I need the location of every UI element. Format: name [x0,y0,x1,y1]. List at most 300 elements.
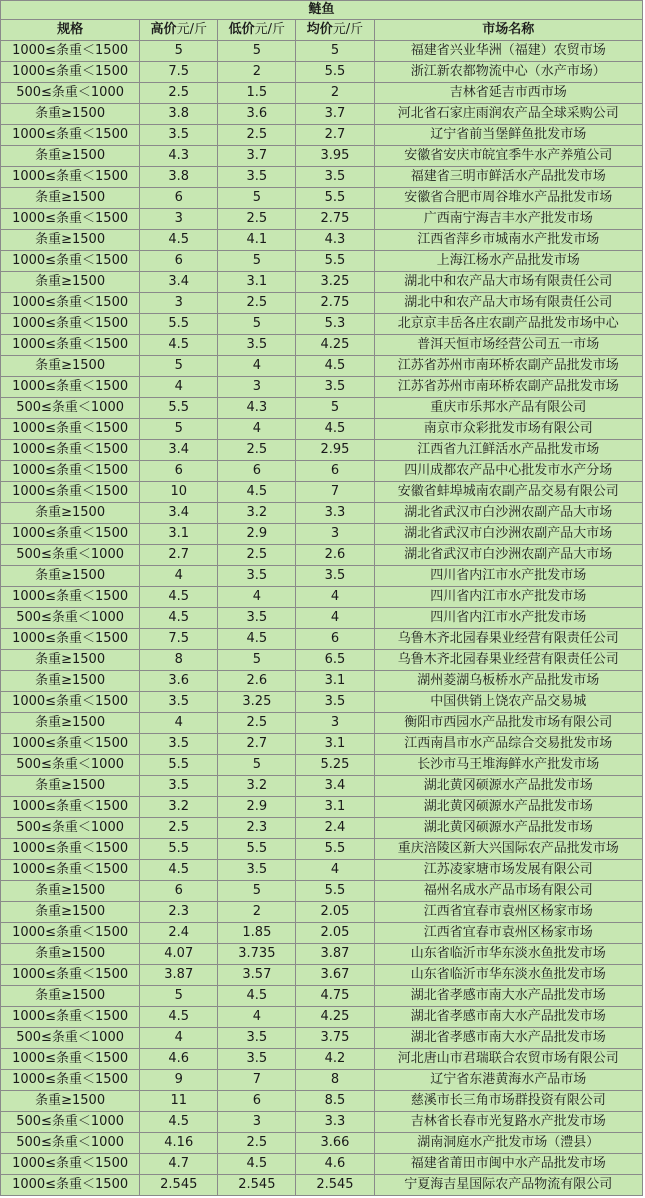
cell-spec: 500≤条重＜1000 [1,83,140,104]
cell-market-name: 江苏省苏州市南环桥农副产品批发市场 [374,356,642,377]
cell-spec: 1000≤条重＜1500 [1,314,140,335]
cell-market-name: 江西省宜春市袁州区杨家市场 [374,902,642,923]
cell-avg-price: 3.95 [296,146,374,167]
table-row [1,1133,643,1154]
header-high-unit: 元/斤 [176,22,207,37]
cell-avg-price: 3.5 [296,167,374,188]
cell-spec: 1000≤条重＜1500 [1,860,140,881]
table-row [1,356,643,377]
cell-spec: 条重≥1500 [1,272,140,293]
cell-high-price: 6 [140,881,218,902]
table-row [1,503,643,524]
cell-low-price: 2.5 [218,713,296,734]
cell-low-price: 3.5 [218,860,296,881]
table-row [1,1070,643,1091]
table-row [1,965,643,986]
cell-low-price: 3.2 [218,503,296,524]
cell-avg-price: 6.5 [296,650,374,671]
cell-avg-price: 8 [296,1070,374,1091]
table-row [1,251,643,272]
cell-low-price: 7 [218,1070,296,1091]
table-row [1,902,643,923]
cell-avg-price: 3.25 [296,272,374,293]
cell-market-name: 北京京丰岳各庄农副产品批发市场中心 [374,314,642,335]
cell-high-price: 5 [140,419,218,440]
cell-market-name: 湖北中和农产品大市场有限责任公司 [374,272,642,293]
cell-avg-price: 4 [296,608,374,629]
header-avg-label: 均价 [306,22,333,37]
table-row [1,146,643,167]
header-avg [296,20,374,41]
cell-low-price: 6 [218,461,296,482]
table-row [1,377,643,398]
cell-market-name: 湖北黄冈硕源水产品批发市场 [374,797,642,818]
cell-spec: 条重≥1500 [1,566,140,587]
cell-market-name: 普洱天恒市场经营公司五一市场 [374,335,642,356]
cell-low-price: 5 [218,755,296,776]
header-spec: 规格 [1,20,140,41]
cell-market-name: 福建省兴业华洲（福建）农贸市场 [374,41,642,62]
cell-market-name: 四川省内江市水产批发市场 [374,566,642,587]
cell-avg-price: 5.5 [296,839,374,860]
cell-spec: 1000≤条重＜1500 [1,587,140,608]
table-row [1,1091,643,1112]
cell-high-price: 2.5 [140,818,218,839]
cell-low-price: 2.5 [218,1133,296,1154]
table-row [1,1175,643,1196]
cell-spec: 条重≥1500 [1,104,140,125]
cell-high-price: 3.5 [140,692,218,713]
cell-low-price: 2.9 [218,797,296,818]
cell-high-price: 3.2 [140,797,218,818]
cell-market-name: 福建省莆田市闽中水产品批发市场 [374,1154,642,1175]
cell-avg-price: 4.75 [296,986,374,1007]
cell-low-price: 4 [218,587,296,608]
cell-spec: 条重≥1500 [1,902,140,923]
cell-low-price: 2 [218,62,296,83]
header-market: 市场名称 [374,20,642,41]
cell-high-price: 5.5 [140,398,218,419]
cell-low-price: 2.5 [218,440,296,461]
cell-spec: 条重≥1500 [1,713,140,734]
cell-high-price: 6 [140,461,218,482]
cell-market-name: 福建省三明市鲜活水产品批发市场 [374,167,642,188]
cell-market-name: 湖州菱湖乌板桥水产品批发市场 [374,671,642,692]
cell-avg-price: 4.3 [296,230,374,251]
cell-low-price: 1.5 [218,83,296,104]
cell-market-name: 山东省临沂市华东淡水鱼批发市场 [374,965,642,986]
cell-market-name: 江苏凌家塘市场发展有限公司 [374,860,642,881]
cell-spec: 500≤条重＜1000 [1,755,140,776]
cell-market-name: 湖南洞庭水产批发市场（澧县） [374,1133,642,1154]
table-row [1,839,643,860]
cell-low-price: 5 [218,41,296,62]
cell-low-price: 4 [218,356,296,377]
table-row [1,923,643,944]
cell-spec: 500≤条重＜1000 [1,1028,140,1049]
cell-high-price: 4.5 [140,860,218,881]
table-row [1,482,643,503]
cell-high-price: 4.7 [140,1154,218,1175]
cell-high-price: 3.6 [140,671,218,692]
table-row [1,629,643,650]
table-row [1,272,643,293]
cell-market-name: 四川省内江市水产批发市场 [374,587,642,608]
cell-market-name: 湖北省孝感市南大水产品批发市场 [374,1007,642,1028]
cell-spec: 1000≤条重＜1500 [1,524,140,545]
cell-low-price: 3.5 [218,167,296,188]
cell-high-price: 5.5 [140,755,218,776]
cell-high-price: 4 [140,377,218,398]
cell-spec: 500≤条重＜1000 [1,1112,140,1133]
cell-high-price: 9 [140,1070,218,1091]
cell-spec: 条重≥1500 [1,188,140,209]
cell-spec: 1000≤条重＜1500 [1,251,140,272]
cell-low-price: 2.545 [218,1175,296,1196]
cell-market-name: 吉林省长春市光复路水产批发市场 [374,1112,642,1133]
cell-avg-price: 4.5 [296,419,374,440]
header-avg-unit: 元/斤 [332,22,364,37]
table-row [1,713,643,734]
cell-market-name: 乌鲁木齐北园春果业经营有限责任公司 [374,650,642,671]
cell-high-price: 3.5 [140,776,218,797]
cell-spec: 1000≤条重＜1500 [1,482,140,503]
table-row [1,545,643,566]
cell-avg-price: 2.7 [296,125,374,146]
cell-market-name: 湖北黄冈硕源水产品批发市场 [374,818,642,839]
cell-high-price: 3.4 [140,272,218,293]
cell-spec: 500≤条重＜1000 [1,1133,140,1154]
table-row [1,734,643,755]
cell-high-price: 3.1 [140,524,218,545]
cell-low-price: 3.25 [218,692,296,713]
cell-spec: 1000≤条重＜1500 [1,1175,140,1196]
cell-avg-price: 5 [296,41,374,62]
cell-low-price: 4.5 [218,629,296,650]
cell-low-price: 2.5 [218,125,296,146]
cell-market-name: 重庆市乐邦水产品有限公司 [374,398,642,419]
cell-high-price: 3.4 [140,503,218,524]
cell-spec: 1000≤条重＜1500 [1,1070,140,1091]
table-row [1,41,643,62]
cell-high-price: 3.8 [140,167,218,188]
cell-low-price: 3.1 [218,272,296,293]
table-row [1,1112,643,1133]
cell-low-price: 5 [218,650,296,671]
cell-high-price: 3.5 [140,734,218,755]
cell-market-name: 南京市众彩批发市场有限公司 [374,419,642,440]
cell-avg-price: 2.75 [296,293,374,314]
cell-low-price: 3.2 [218,776,296,797]
cell-high-price: 4.3 [140,146,218,167]
table-row [1,587,643,608]
cell-low-price: 2.7 [218,734,296,755]
table-row [1,461,643,482]
cell-high-price: 2.4 [140,923,218,944]
cell-high-price: 4 [140,566,218,587]
cell-avg-price: 5.5 [296,62,374,83]
cell-high-price: 3.87 [140,965,218,986]
header-row [1,20,643,41]
cell-market-name: 湖北省孝感市南大水产品批发市场 [374,986,642,1007]
cell-high-price: 6 [140,188,218,209]
cell-spec: 500≤条重＜1000 [1,398,140,419]
cell-avg-price: 2.4 [296,818,374,839]
cell-spec: 1000≤条重＜1500 [1,923,140,944]
table-row [1,440,643,461]
cell-avg-price: 2.545 [296,1175,374,1196]
cell-high-price: 4.5 [140,587,218,608]
table-row [1,398,643,419]
cell-spec: 条重≥1500 [1,881,140,902]
cell-high-price: 2.545 [140,1175,218,1196]
cell-market-name: 吉林省延吉市西市场 [374,83,642,104]
cell-avg-price: 2.6 [296,545,374,566]
cell-spec: 1000≤条重＜1500 [1,1007,140,1028]
cell-market-name: 福州名成水产品市场有限公司 [374,881,642,902]
cell-avg-price: 4.25 [296,1007,374,1028]
table-row [1,209,643,230]
cell-market-name: 四川省内江市水产批发市场 [374,608,642,629]
cell-spec: 条重≥1500 [1,230,140,251]
cell-high-price: 4.5 [140,335,218,356]
cell-market-name: 辽宁省东港黄海水产品市场 [374,1070,642,1091]
table-row [1,1154,643,1175]
cell-low-price: 2 [218,902,296,923]
cell-avg-price: 3.66 [296,1133,374,1154]
cell-spec: 条重≥1500 [1,986,140,1007]
cell-avg-price: 3.1 [296,734,374,755]
table-row [1,83,643,104]
cell-avg-price: 3.3 [296,1112,374,1133]
cell-avg-price: 8.5 [296,1091,374,1112]
cell-avg-price: 2.05 [296,923,374,944]
cell-low-price: 2.3 [218,818,296,839]
cell-market-name: 江西南昌市水产品综合交易批发市场 [374,734,642,755]
cell-low-price: 5 [218,188,296,209]
cell-high-price: 4.5 [140,230,218,251]
cell-low-price: 3.5 [218,608,296,629]
cell-high-price: 8 [140,650,218,671]
cell-low-price: 3.735 [218,944,296,965]
cell-market-name: 重庆涪陵区新大兴国际农产品批发市场 [374,839,642,860]
cell-market-name: 安徽省安庆市皖宜季牛水产养殖公司 [374,146,642,167]
cell-low-price: 6 [218,1091,296,1112]
cell-low-price: 2.5 [218,293,296,314]
cell-market-name: 辽宁省前当堡鲜鱼批发市场 [374,125,642,146]
table-row [1,776,643,797]
table-row [1,335,643,356]
header-high [140,20,218,41]
cell-high-price: 5.5 [140,314,218,335]
cell-low-price: 2.5 [218,545,296,566]
table-row [1,755,643,776]
cell-high-price: 5 [140,356,218,377]
table-row [1,986,643,1007]
cell-low-price: 3.7 [218,146,296,167]
cell-high-price: 11 [140,1091,218,1112]
cell-spec: 条重≥1500 [1,146,140,167]
cell-avg-price: 4.6 [296,1154,374,1175]
cell-high-price: 5.5 [140,839,218,860]
cell-low-price: 3.6 [218,104,296,125]
cell-avg-price: 3.1 [296,671,374,692]
table-row [1,1007,643,1028]
table-row [1,125,643,146]
cell-avg-price: 3.5 [296,692,374,713]
table-row [1,944,643,965]
cell-spec: 500≤条重＜1000 [1,818,140,839]
cell-low-price: 5 [218,251,296,272]
table-row [1,692,643,713]
cell-spec: 条重≥1500 [1,776,140,797]
cell-low-price: 3 [218,377,296,398]
cell-high-price: 6 [140,251,218,272]
table-row [1,860,643,881]
header-low-unit: 元/斤 [254,22,286,37]
cell-high-price: 7.5 [140,62,218,83]
header-low [218,20,296,41]
cell-market-name: 四川成都农产品中心批发市水产分场 [374,461,642,482]
table-row [1,1049,643,1070]
cell-low-price: 2.5 [218,209,296,230]
cell-market-name: 湖北省武汉市白沙洲农副产品大市场 [374,545,642,566]
table-row [1,671,643,692]
cell-low-price: 4 [218,419,296,440]
cell-low-price: 5 [218,314,296,335]
cell-market-name: 江苏省苏州市南环桥农副产品批发市场 [374,377,642,398]
cell-market-name: 江西省萍乡市城南水产批发市场 [374,230,642,251]
cell-high-price: 3.8 [140,104,218,125]
cell-spec: 1000≤条重＜1500 [1,797,140,818]
table-row [1,419,643,440]
cell-high-price: 4 [140,1028,218,1049]
cell-spec: 1000≤条重＜1500 [1,41,140,62]
header-low-label: 低价 [228,22,255,37]
table-row [1,314,643,335]
cell-low-price: 3.57 [218,965,296,986]
cell-spec: 条重≥1500 [1,1091,140,1112]
cell-market-name: 浙江新农都物流中心（水产市场） [374,62,642,83]
cell-avg-price: 3.87 [296,944,374,965]
cell-market-name: 河北省石家庄雨润农产品全球采购公司 [374,104,642,125]
cell-high-price: 7.5 [140,629,218,650]
cell-market-name: 广西南宁海吉丰水产批发市场 [374,209,642,230]
table-row [1,293,643,314]
table-row [1,62,643,83]
cell-low-price: 3.5 [218,1028,296,1049]
cell-avg-price: 4 [296,860,374,881]
cell-spec: 条重≥1500 [1,356,140,377]
cell-avg-price: 5.25 [296,755,374,776]
table-row [1,566,643,587]
cell-spec: 1000≤条重＜1500 [1,209,140,230]
cell-high-price: 4.5 [140,1112,218,1133]
cell-low-price: 4 [218,1007,296,1028]
cell-spec: 1000≤条重＜1500 [1,461,140,482]
cell-market-name: 河北唐山市君瑞联合农贸市场有限公司 [374,1049,642,1070]
table-row [1,881,643,902]
cell-spec: 1000≤条重＜1500 [1,293,140,314]
cell-low-price: 4.5 [218,482,296,503]
table-row [1,818,643,839]
cell-spec: 1000≤条重＜1500 [1,125,140,146]
cell-avg-price: 3.4 [296,776,374,797]
cell-avg-price: 3.75 [296,1028,374,1049]
cell-high-price: 4.6 [140,1049,218,1070]
cell-spec: 1000≤条重＜1500 [1,377,140,398]
table-row [1,524,643,545]
cell-high-price: 3 [140,209,218,230]
cell-high-price: 4.5 [140,608,218,629]
cell-high-price: 5 [140,986,218,1007]
cell-avg-price: 5 [296,398,374,419]
cell-high-price: 4.5 [140,1007,218,1028]
table-title: 鲢鱼 [1,1,643,20]
table-row [1,1028,643,1049]
cell-market-name: 湖北省武汉市白沙洲农副产品大市场 [374,503,642,524]
cell-spec: 条重≥1500 [1,671,140,692]
cell-low-price: 2.6 [218,671,296,692]
cell-avg-price: 3.3 [296,503,374,524]
cell-avg-price: 6 [296,461,374,482]
cell-spec: 1000≤条重＜1500 [1,965,140,986]
cell-market-name: 江西省九江鲜活水产品批发市场 [374,440,642,461]
cell-avg-price: 3.7 [296,104,374,125]
cell-low-price: 3.5 [218,566,296,587]
cell-high-price: 3.5 [140,125,218,146]
cell-market-name: 湖北省武汉市白沙洲农副产品大市场 [374,524,642,545]
cell-high-price: 2.7 [140,545,218,566]
cell-high-price: 5 [140,41,218,62]
cell-avg-price: 5.3 [296,314,374,335]
cell-avg-price: 7 [296,482,374,503]
cell-avg-price: 3 [296,713,374,734]
cell-avg-price: 2.75 [296,209,374,230]
cell-avg-price: 5.5 [296,251,374,272]
cell-avg-price: 4 [296,587,374,608]
cell-low-price: 4.5 [218,1154,296,1175]
table-row [1,608,643,629]
cell-spec: 1000≤条重＜1500 [1,629,140,650]
cell-market-name: 安徽省合肥市周谷堆水产品批发市场 [374,188,642,209]
cell-spec: 条重≥1500 [1,944,140,965]
cell-avg-price: 4.25 [296,335,374,356]
cell-avg-price: 5.5 [296,881,374,902]
cell-market-name: 湖北黄冈硕源水产品批发市场 [374,776,642,797]
cell-low-price: 3.5 [218,1049,296,1070]
cell-market-name: 江西省宜春市袁州区杨家市场 [374,923,642,944]
cell-avg-price: 4.5 [296,356,374,377]
cell-market-name: 乌鲁木齐北园春果业经营有限责任公司 [374,629,642,650]
cell-avg-price: 4.2 [296,1049,374,1070]
cell-low-price: 1.85 [218,923,296,944]
cell-market-name: 安徽省蚌埠城南农副产品交易有限公司 [374,482,642,503]
cell-spec: 500≤条重＜1000 [1,545,140,566]
cell-spec: 1000≤条重＜1500 [1,734,140,755]
cell-high-price: 3.4 [140,440,218,461]
cell-avg-price: 5.5 [296,188,374,209]
table-row [1,167,643,188]
table-row [1,650,643,671]
cell-high-price: 4.16 [140,1133,218,1154]
cell-spec: 1000≤条重＜1500 [1,1154,140,1175]
cell-high-price: 4.07 [140,944,218,965]
cell-market-name: 中国供销上饶农产品交易城 [374,692,642,713]
table-row [1,797,643,818]
cell-avg-price: 2 [296,83,374,104]
cell-high-price: 4 [140,713,218,734]
